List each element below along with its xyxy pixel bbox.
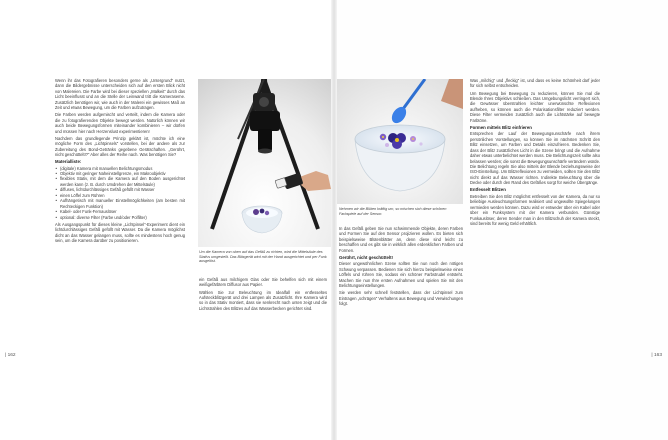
right-heading-flash: Formen mittels Blitz einfrieren (470, 124, 532, 130)
right-photo-caption: Nehmen wir die Blüten kräftig um, so mischen sich diese schönen Farbspiele auf der Sensor. (339, 207, 447, 216)
materials-item: • Objektiv mit geringer Naheinstellgrenze, ein Makroobjektiv (60, 171, 185, 176)
right-col2-paragraph-3: Entsprechen der Lauf der Bewegungsunschärfe nach ihrem persönlichen Vorstellungen, so können Sie im nächsten Schritt den Blitz einsetzen, um Farben und Details einzufrieren. Bedenken Sie, dass der Blitz zusätzliches Licht in die Szene bringt und die Aufnahme daher etwas unterbelichtet werden muss. Die Belichtungszeit sollte also belassen werden; die sonst die Bewegungsunschärfe verändern würde. Die Belichtung regeln Sie also mittels der Blende beziehungsweise der ISO-Einstellung. Um Blitzreflexionen zu vermeiden, sollten Sie den Blitz nicht direkt auf das Wasser richten. Indirekte Beleuchtung über die Decke oder durch den Rand des Gefäßes sorgt für weiche Übergänge. (470, 131, 600, 186)
right-col2-paragraph-1: Was „milchig“ und „fleckig“ ist, und dass es keine Schönheit darf jeder für sich selbst entscheiden. (470, 78, 600, 89)
left-col2-paragraph-2: Wählen Sie zur Beleuchtung im Idealfall ein entfesseltes Aufsteckblitzgerät und drei Lampen als Zusatzlicht. Ihre Kamera wird so in das Stativ montiert, dass sie senkrecht nach unten zeigt und die Lichtstrahlen des Blitzes auf das Wasserbecken gerichtet sind. (199, 289, 327, 311)
right-col2-paragraph-4: Betreiben Sie den Blitz möglichst entfesselt von der Kamera, da nur so beliebige Ausleuchtungsformen realisiert und ungewollte Spiegelungen vermieden werden können. Dazu wird er entweder über ein Kabel oder über ein Funksystem mit der Kamera verbunden. Günstige Funkauslöser, deren Sender man in den Blitzschuh der Kamera steckt, sind bereits für wenig Geld erhältlich. (470, 193, 600, 227)
left-paragraph-4: Als Ausgangspunkt für dieses kleine „Lichtpinsel“-Experiment dient ein lichtdurchlässiges Gefäß gefüllt mit Wasser. Da die Kamera möglichst dicht an das Wasser gelangen muss, sollte es mindestens hoch genug sein, um die Kamera darüber zu positionieren. (55, 221, 185, 244)
tripod-setup-illustration (198, 79, 331, 247)
bowl-flowers-photo (337, 79, 463, 204)
right-paragraph-2: Dieser ungewöhnlichen Szene sollten Sie nun noch den nötigen Schwung verpassen. Bedienen Sie sich hierzu beispielsweise eines Löffels und rühren Sie, sodass ein schöner Farbstrudel entsteht. Machen Sie nun Ihre ersten Aufnahmen und spielen Sie mit den Belichtungseinstellungen. (339, 261, 463, 289)
materials-item: • Aufhängetisch mit manueller Einstellmöglichkeiten (am besten mit Rechteckigen Funktion) (60, 198, 185, 209)
materials-item: • einen Löffel zum Rühren (60, 193, 185, 198)
left-paragraph-3: Nachdem das grundlegende Prinzip geklärt ist, möchte ich eine mögliche Form des „Lichtpinsels“ vorstellen, bei der andere als zur Zubereitung des Bond-Getränks gegebene Gerätschaften. „Gerührt, nicht geschüttelt!?“ Aber alles der Reihe nach. Was benötigen Sie? (55, 135, 185, 158)
left-col2-paragraph-1: ein Gefäß aus milchigem Glas oder Sie behelfen sich mit einem weißgefärbtem Diffusor aus Papier. (199, 277, 327, 288)
materials-item: • Kabel- oder Funk-Fernauslöser (60, 209, 185, 214)
tripod-setup-photo (198, 79, 331, 247)
left-page-number: | 162 (5, 353, 16, 358)
left-text-column-2 (199, 277, 327, 313)
left-photo-caption: Um die Kamera von oben auf das Gefäß zu richten, wird die Mittelsäule des Stativs umgestellt. Das Blitzgerät wird mit der Hand ausgerichtet und per Funk ausgelöst. (199, 250, 327, 264)
materials-item: • optional: diverse Filter (Farbe und/oder Polfilter) (60, 215, 185, 220)
right-text-column (339, 226, 463, 308)
right-paragraph-1: In das Gefäß geben Sie nun schwimmende Objekte, deren Farben und Formen Sie auf den Sensor projizieren wollen. Es bieten sich beispielsweise Blütenblätter an, denn diese sind leicht zu beschaffen und es gibt sie in wirklich allen erdenklichen Farben und Formen. (339, 226, 463, 253)
materials-item: • flexibles Stativ, mit dem die Kamera auf den Boden ausgerichtet werden kann (z. B. durch Umdrehen der Mittelsäule) (60, 176, 185, 187)
book-gutter (331, 0, 337, 440)
materials-item: • (digitale) Kamera mit manuellen Belichtungsmodus (60, 166, 185, 171)
materials-list (55, 166, 185, 221)
right-heading-stirred: Gerührt, nicht geschüttelt! (339, 254, 393, 260)
right-col2-paragraph-2: Um Bewegung bei Bewegung zu reduzieren, können Sie mal die Blende Ihres Objektivs schließen. Das Umgebungslicht verringert sich, die Gewässer überstrahlen leichter unerwünschte Reflexionen aufheben, so können auch die Polarisationsfilter reduziert werden. Diese Filter vermeiden zusätzlich auch die Lichtstärke auf bewegte Farbtöne. (470, 90, 600, 123)
left-paragraph-1: Wenn ihr das Fotografieren besonders gerne als „Untergrund“ nutzt, dann die Bildergebnisse unterscheiden sich auf den ersten Blick nicht von Malereien. Die Farbe wird bei dieser speziellen „Malkeit“ durch das Licht beeinflusst und an die Stelle der Leinwand tritt die Kameraseme. Zusätzlich benötigen wir, wie auch in der Malerei ein gewisses Maß an Zeit und etwas Bewegung, um die Farben aufzutragen. (55, 78, 185, 111)
right-heading-unleashed: Entfesselt Blitzen (470, 187, 506, 193)
left-paragraph-2: Die Farben werden aufgemischt und verteilt, indem die Kamera oder die zu fotografierenden Objekte bewegt werden. Natürlich können wir auch beide Bewegungsformen miteinander kombinieren – wir dürfen und müssen hier nach Herzenslust experimentieren! (55, 112, 185, 134)
right-page-number: | 163 (651, 353, 662, 358)
right-paragraph-3: Sie werden sehr schnell feststellen, dass der Lichtpinsel zum Eintragen „schrägen“ Verhaltens aus Bewegung und Verwischungen folgt. (339, 290, 463, 307)
materials-item: • diffuses, lichtdurchlässiges Gefäß gefüllt mit Wasser (60, 187, 185, 192)
bowl-flowers-illustration (337, 79, 463, 204)
left-text-column (55, 78, 185, 245)
right-text-column-2 (470, 78, 600, 228)
materials-heading: Materialliste: (55, 159, 82, 165)
